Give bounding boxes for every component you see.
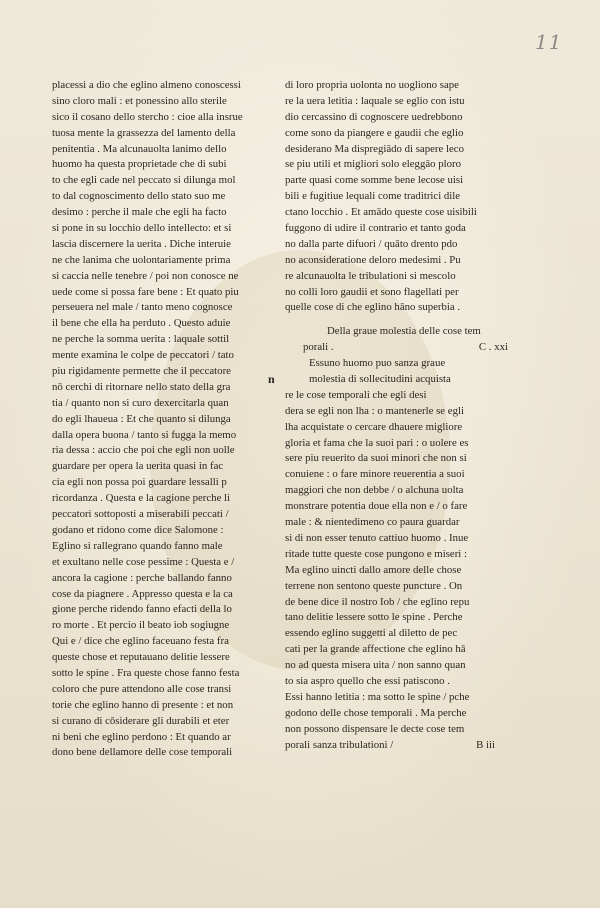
text-line-content: sere piu reuerito da suoi minori che non si [285,452,467,465]
text-line [285,563,517,579]
text-line-content: terrene non sentono queste puncture . On [285,579,463,592]
text-line-content: non possono dispensare le decte cose tem [285,722,465,735]
text-line: ni beni che eglino perdono : Et quando ar [52,730,231,743]
text-line-content: molestia di sollecitudini acquista [309,373,451,386]
text-line: il bene che ella ha perduto . Questo aduie [52,317,231,330]
text-line: placessi a dio che eglino almeno conoscessi [52,79,241,91]
text-line [285,690,517,706]
text-line: gione perche ridendo fanno efacti della lo [52,603,232,616]
text-line-content: Essi hanno letitia : ma sotto le spine / pche [285,690,470,703]
chapter-number: C . xxi [478,341,508,354]
text-line: coloro che pure attendono alle cose transi [52,682,232,695]
text-line: re la uera letitia : laquale se eglio con istu [285,94,465,107]
rubric-title-end: porali . [303,341,334,354]
text-line: ro morte . Et percio il beato iob sogiugne [52,619,230,632]
text-line: si pone in su locchio dello intellecto: et si [52,222,232,235]
chapter-body-text [268,356,517,737]
text-line-content: ritade tutte queste cose pungono e miseri : [285,547,467,560]
text-line: desiderano Ma dispregiādo di sapere leco [285,142,464,155]
text-line [285,706,517,722]
text-line-content: essendo eglino suggetti al diletto de pec [285,627,458,640]
text-line-content: tano delitie lessere sotto le spine . Perche [285,611,463,624]
text-line: to che egli cade nel peccato si dilunga mol [52,174,236,187]
text-line-content: dera se egli non lha : o mantenerle se egli [285,404,464,417]
left-column [52,78,276,761]
text-line: desimo : perche il male che egli ha facto [52,206,227,219]
text-line-content: Ma eglino uincti dallo amore delle chose [285,563,462,576]
text-line [285,595,517,611]
text-line: cose da piagnere . Appresso questa e la ca [52,587,233,600]
text-line: ricordanza . Questa e la cagione perche li [52,492,231,505]
text-line: come sono da piangere e gaudii che eglio [285,126,464,139]
text-line: Qui e / dice che eglino faceuano festa fra [52,635,229,648]
text-line-content: Essuno huomo puo sanza graue [309,357,446,370]
text-line-content: lha acquistate o cercare dhauere migliore [285,420,463,433]
text-line [285,356,517,372]
text-line: re alcunauolta le tribulationi si mescolo [285,269,456,282]
text-line: fuggono di udire il contrario et tanto goda [285,222,466,235]
text-line: guardare per opera la uerita quasi in fac [52,460,224,473]
text-line: no aconsideratione deloro medesimi . Pu [285,253,461,266]
text-line [268,372,517,388]
text-line: bili e fugitiue lequali come traditrici dile [285,190,461,203]
folio-number: 11 [535,30,563,54]
text-line: parte quasi come somme bene lecose uisi [285,174,464,187]
text-line [285,404,517,420]
text-line-content: si di non esser tenuto cattiuo huomo . Inue [285,531,469,544]
text-line: dalla opera buona / tanto si fugga la memo [52,428,237,441]
text-line: ancora la cagione : perche ballando fanno [52,571,232,584]
text-line: se piu utili et migliori solo eleggāo ploro [285,158,462,171]
right-column [268,78,517,753]
text-line-content: to sia aspro quello che essi patiscono . [285,674,450,687]
text-line: tuosa mente la grassezza del lamento della [52,126,236,139]
text-line [285,610,517,626]
rubric-line-1: Della graue molestia delle cose tem [327,325,481,338]
text-line [285,674,517,690]
text-line: ne perche la somma uerita : laquale sottil [52,333,230,346]
text-line-content: de bene dice il nostro Iob / che eglino repu [285,595,470,608]
text-line: tia / quanto non si curo dexercitarla quan [52,396,229,409]
text-line: no colli loro gaudii et sono flagellati per [285,285,459,298]
last-line-row [285,738,495,754]
text-line: peccatori sottoposti a miserabili peccati / [52,508,229,521]
text-line: di loro propria uolonta no uogliono sape [285,79,459,91]
text-line-content: gloria et fama che la suoi pari : o uolere es [285,436,469,449]
text-line [285,436,517,452]
text-line: ctano locchio . Et amādo queste cose uisibili [285,206,477,219]
text-line [285,499,517,515]
text-line-content: male : & nientedimeno co paura guardar [285,516,460,529]
text-line: no dalla parte difuori / quāto drento pdo [285,237,458,250]
text-line: to dal cognoscimento dello stato suo me [52,190,226,203]
text-line: piu rigidamente permette che il peccatore [52,365,231,378]
text-line: lascia discernere la uerita . Diche interuie [52,237,231,250]
text-line: huomo ha questa proprietade che di subi [52,158,227,171]
text-line: et exultano nelle cose pessime : Questa e / [52,555,235,568]
text-line: perseuera nel male / tanto meno cognosce [52,301,233,314]
text-line: uede come si possa fare bene : Et quato piu [52,285,239,298]
text-line: si caccia nelle tenebre / poi non conosce ne [52,269,239,282]
text-line: dono bene dellamore delle cose temporali [52,746,233,759]
text-line: sico il cosano dello stercho : cioe alla insrue [52,110,243,123]
text-line: torie che eglino hanno di presente : et non [52,698,234,711]
text-line [285,467,517,483]
text-line [285,626,517,642]
text-line: ne che lanima che uolontariamente prima [52,253,231,266]
text-line [285,515,517,531]
text-line [285,658,517,674]
text-line-content: re le cose temporali che egli desi [285,388,427,401]
text-line [285,451,517,467]
text-line [285,388,517,404]
text-line-content: conuiene : o fare minore reuerentia a suoi [285,468,465,481]
text-line-content: cati per la grande affectione che eglino hā [285,643,466,656]
text-line: Eglino si rallegrano quando fanno male [52,539,223,552]
text-line: do egli lhaueua : Et che quanto si dilunga [52,412,231,425]
text-line [285,547,517,563]
text-line [285,531,517,547]
text-line [285,483,517,499]
text-line: sino cloro mali : et ponessino allo sterile [52,94,227,107]
text-line: penitentia . Ma alcunauolta lanimo dello [52,142,227,155]
text-line: mente examina le colpe de peccatori / tato [52,349,234,362]
text-line: si curano di cōsiderare gli durabili et eter [52,714,230,727]
text-line-content: godono delle chose temporali . Ma perche [285,706,467,719]
signature-mark: B iii [476,738,495,751]
text-line: dio cercassino di cognoscere uedrebbono [285,110,463,123]
text-line-content: no ad questa misera uita / non sanno quan [285,659,466,672]
text-line: nō cerchi di ritornare nello stato della gra [52,380,231,393]
text-line [285,642,517,658]
text-line: ria dessa : accio che poi che egli non uolle [52,444,235,457]
initial-letter: n [268,372,275,387]
text-line [285,722,517,738]
text-line [285,420,517,436]
right-column-top-text [285,78,517,316]
text-line: cia egli non possa poi guardare lessalli p [52,476,227,489]
last-line: porali sanza tribulationi / [285,738,394,751]
text-line: sotto le spine . Fra queste chose fanno festa [52,666,240,679]
rubric-line-2 [285,340,508,356]
text-line-content: monstrare potentia doue ella non e / o fare [285,500,468,513]
text-line [285,579,517,595]
text-line: quelle cose di che eglino hāno superbia . [285,301,461,314]
text-line: queste chose et reputauano delitie lessere [52,651,230,664]
text-line: godano et ridono come dice Salomone : [52,523,224,536]
text-line-content: maggiori che non debbe / o alchuna uolta [285,484,464,497]
